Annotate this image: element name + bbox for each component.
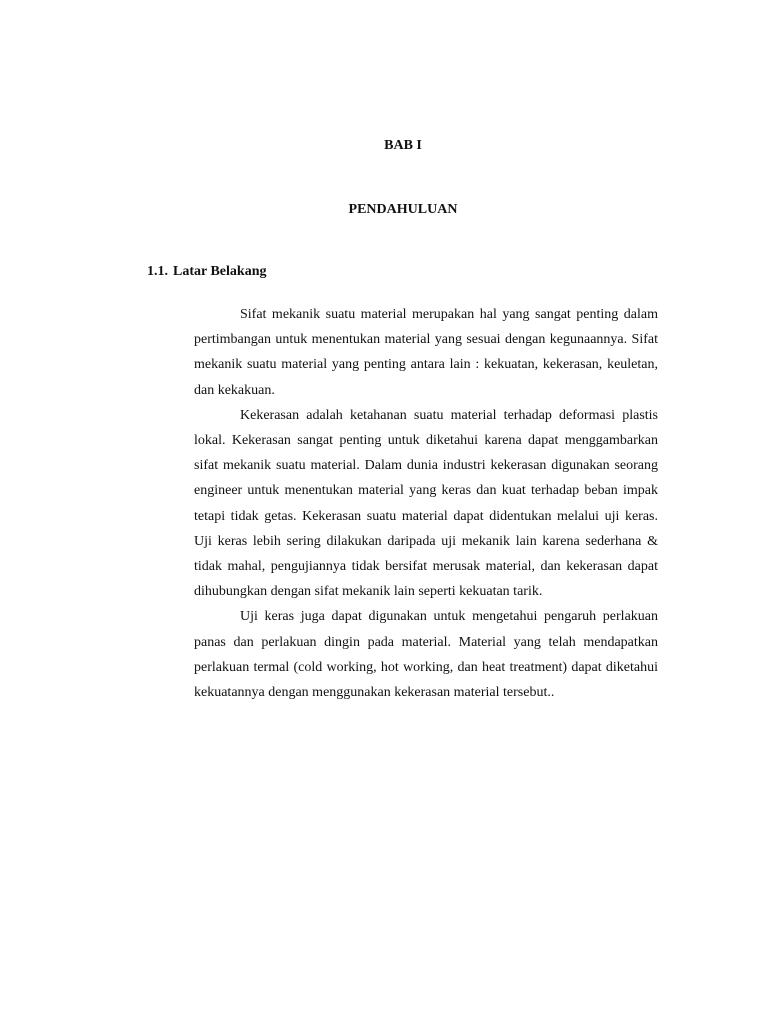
section-heading xyxy=(147,264,266,280)
paragraph: Sifat mekanik suatu material merupakan hal yang sangat penting dalam pertimbangan untuk menentukan material yang sesuai dengan kegunaannya. Sifat mekanik suatu material yang penting antara lain : kekuatan, kekerasan, keuletan, dan kekakuan. xyxy=(194,307,658,398)
chapter-title: PENDAHULUAN xyxy=(348,202,458,217)
body-text xyxy=(194,302,658,705)
paragraph: Kekerasan adalah ketahanan suatu material terhadap deformasi plastis lokal. Kekerasan sangat penting untuk diketahui karena dapat menggambarkan sifat mekanik suatu material. Dalam dunia industri kekerasan digunakan seorang engineer untuk menentukan material yang keras dan kuat terhadap beban impak tetapi tidak getas. Kekerasan suatu material dapat didentukan melalui uji keras. Uji keras lebih sering dilakukan daripada uji mekanik lain karena sederhana & tidak mahal, pengujiannya tidak bersifat merusak material, dan kekerasan dapat dihubungkan dengan sifat mekanik lain seperti kekuatan tarik. xyxy=(194,407,658,600)
chapter-number: BAB I xyxy=(384,138,422,153)
paragraph: Uji keras juga dapat digunakan untuk mengetahui pengaruh perlakuan panas dan perlakuan dingin pada material. Material yang telah mendapatkan perlakuan termal (cold working, hot working, dan heat treatment) dapat diketahui kekuatannya dengan menggunakan kekerasan material tersebut.. xyxy=(194,609,658,701)
section-title: Latar Belakang xyxy=(173,264,267,279)
section-number: 1.1. xyxy=(147,264,168,279)
